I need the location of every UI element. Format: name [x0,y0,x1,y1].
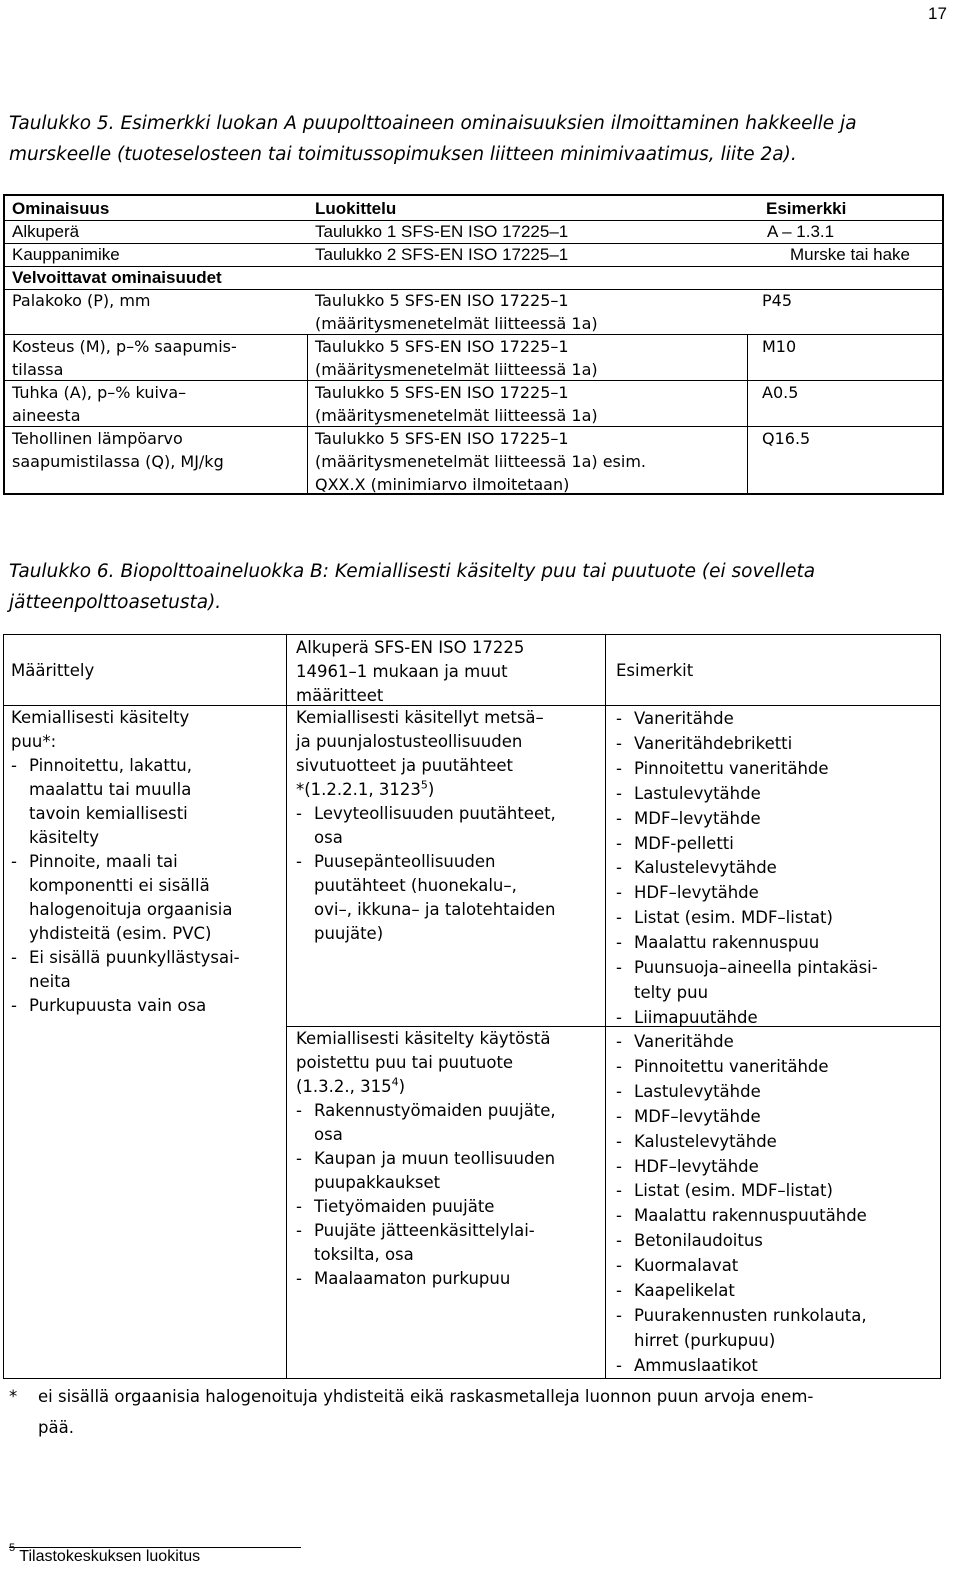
t5-row-property: saapumistilassa (Q), MJ/kg [12,452,224,471]
list-item: - Pinnoitettu vaneritähde [616,757,936,782]
list-item: - Vaneritähde [616,1030,936,1055]
t5-row-classification-line: Taulukko 5 SFS-EN ISO 17225–1 [315,337,569,356]
list-item: - MDF–levytähde [616,807,936,832]
t6-definition-cell [11,706,283,1018]
t5-row-example: A0.5 [762,383,799,402]
t5-tradename-classification: Taulukko 2 SFS-EN ISO 17225–1 [315,245,569,264]
t6-origin-code: *(1.2.2.1, 3123$^5$) [296,778,435,799]
t5-row-example: Q16.5 [762,429,811,448]
list-item: - Puunsuoja–aineella pintakäsi- telty puu [616,956,936,1006]
footnote-star-text: ei sisällä orgaanisia halogenoituja yhdisteitä eikä raskasmetalleja luonnon puun arvoja enem- pää. [38,1387,814,1437]
table5-caption: Taulukko 5. Esimerkki luokan A puupolttoaineen ominaisuuksien ilmoittaminen hakkeelle ja murskeelle (tuoteselosteen tai toimitussopimuksen liitteen minimivaatimus, liite 2a). [9,113,857,165]
t6-definition-list [11,754,283,1018]
list-item: - MDF–levytähde [616,1105,936,1130]
t6-definition-intro: Kemiallisesti käsitelty puu*: [11,708,190,751]
list-item: - Ammuslaatikot [616,1354,936,1379]
t5-row-classification-line: (määritysmenetelmät liitteessä 1a) [315,314,598,333]
list-item: - Lastulevytähde [616,1080,936,1105]
t5-row-classification-line: Taulukko 5 SFS-EN ISO 17225–1 [315,429,569,448]
t6-header-definition: Määrittely [11,661,95,680]
t6-origin-block-2: Kemiallisesti käsitelty käytöstä poistettu puu tai puutuote (1.3.2., $315^4$) - Rakennustyömaiden puujäte, osa - Kaupan ja muun teollisuuden puupakkaukset - Tietyömaiden puujäte - Puujäte jätteenkäsittelylai- toksilta, osa - Maalaamaton purkupuu [296,1027,602,1291]
t5-row-property: tilassa [12,360,64,379]
list-item: - Vaneritähdebriketti [616,732,936,757]
list-item: - Vaneritähde [616,707,936,732]
list-item: - Maalaamaton purkupuu [296,1267,602,1291]
list-item: - Levyteollisuuden puutähteet, osa [296,802,602,850]
list-item: - Pinnoite, maali tai komponentti ei sisällä halogenoituja orgaanisia yhdisteitä (esim. PVC) [11,850,283,946]
t6-origin-block-1: Kemiallisesti käsitellyt metsä– ja puunjalostusteollisuuden sivutuotteet ja puutähteet *(1.2.2.1, 3123$^5$) - Levyteollisuuden puutähteet, osa - Puusepänteollisuuden puutähteet (huonekalu–, ovi–, ikkuna– ja talotehtaiden puujäte) [296,706,602,946]
t5-row-property: Palakoko (P), mm [12,291,151,310]
list-item: - HDF–levytähde [616,881,936,906]
t6-examples-block-2 [616,1030,936,1379]
t5-row-example: M10 [762,337,797,356]
t5-section-heading: Velvoittavat ominaisuudet [12,268,222,287]
page-number: 17 [928,4,947,23]
list-item: - Kalustelevytähde [616,1130,936,1155]
list-item: - Ei sisällä puunkyllästysai- neita [11,946,283,994]
list-item: - Listat (esim. MDF–listat) [616,906,936,931]
list-item: - Tietyömaiden puujäte [296,1195,602,1219]
footnote-5: $^5$ Tilastokeskuksen luokitus [9,1542,201,1565]
t5-row-property: Tuhka (A), p–% kuiva– [12,383,187,402]
t5-tradename-property: Kauppanimike [12,245,120,264]
list-item: - Kaapelikelat [616,1279,936,1304]
list-item: - MDF-pelletti [616,832,936,857]
t5-header-classification: Luokittelu [315,199,397,218]
list-item: - Listat (esim. MDF–listat) [616,1179,936,1204]
list-item: - Pinnoitettu, lakattu, maalattu tai muulla tavoin kemiallisesti käsitelty [11,754,283,850]
list-item: - Puujäte jätteenkäsittelylai- toksilta, osa [296,1219,602,1267]
table6 [3,634,941,1379]
list-item: - Kuormalavat [616,1254,936,1279]
t5-row-property: Tehollinen lämpöarvo [12,429,183,448]
t5-row-classification-line: QXX.X (minimiarvo ilmoitetaan) [315,475,570,494]
t6-header-examples: Esimerkit [616,661,694,680]
t6-origin-code: (1.3.2., $315^4$) [296,1075,406,1096]
t6-header-origin: Alkuperä SFS-EN ISO 17225 14961–1 mukaan ja muut määritteet [296,638,525,705]
table6-caption: Taulukko 6. Biopolttoaineluokka B: Kemiallisesti käsitelty puu tai puutuote (ei sovelleta jätteenpolttoasetusta). [9,561,816,613]
list-item: - Liimapuutähde [616,1006,936,1031]
t5-row-classification-line: (määritysmenetelmät liitteessä 1a) [315,360,598,379]
list-item: - Kaupan ja muun teollisuuden puupakkaukset [296,1147,602,1195]
footnote-star-marker: * [9,1387,18,1406]
list-item: - HDF–levytähde [616,1155,936,1180]
t5-header-example: Esimerkki [766,199,847,218]
list-item: - Puusepänteollisuuden puutähteet (huonekalu–, ovi–, ikkuna– ja talotehtaiden puujäte) [296,850,602,946]
t5-row-classification-line: (määritysmenetelmät liitteessä 1a) [315,406,598,425]
list-item: - Purkupuusta vain osa [11,994,283,1018]
t5-origin-property: Alkuperä [12,222,80,241]
t5-row-classification-line: Taulukko 5 SFS-EN ISO 17225–1 [315,383,569,402]
t5-row-classification-line: (määritysmenetelmät liitteessä 1a) esim. [315,452,647,471]
t5-row-property: Kosteus (M), p–% saapumis- [12,337,237,356]
t5-tradename-example: Murske tai hake [790,245,910,264]
t5-row-classification-line: Taulukko 5 SFS-EN ISO 17225–1 [315,291,569,310]
list-item: - Kalustelevytähde [616,856,936,881]
t5-origin-example: A – 1.3.1 [767,222,835,241]
list-item: - Puurakennusten runkolauta, hirret (purkupuu) [616,1304,936,1354]
list-item: - Lastulevytähde [616,782,936,807]
t5-origin-classification: Taulukko 1 SFS-EN ISO 17225–1 [315,222,569,241]
list-item: - Pinnoitettu vaneritähde [616,1055,936,1080]
list-item: - Maalattu rakennuspuutähde [616,1204,936,1229]
t6-examples-block-1 [616,707,936,1031]
table5 [3,194,944,495]
list-item: - Maalattu rakennuspuu [616,931,936,956]
list-item: - Betonilaudoitus [616,1229,936,1254]
t5-row-example: P45 [762,291,793,310]
t5-header-property: Ominaisuus [12,199,110,218]
t5-row-property: aineesta [12,406,81,425]
list-item: - Rakennustyömaiden puujäte, osa [296,1099,602,1147]
